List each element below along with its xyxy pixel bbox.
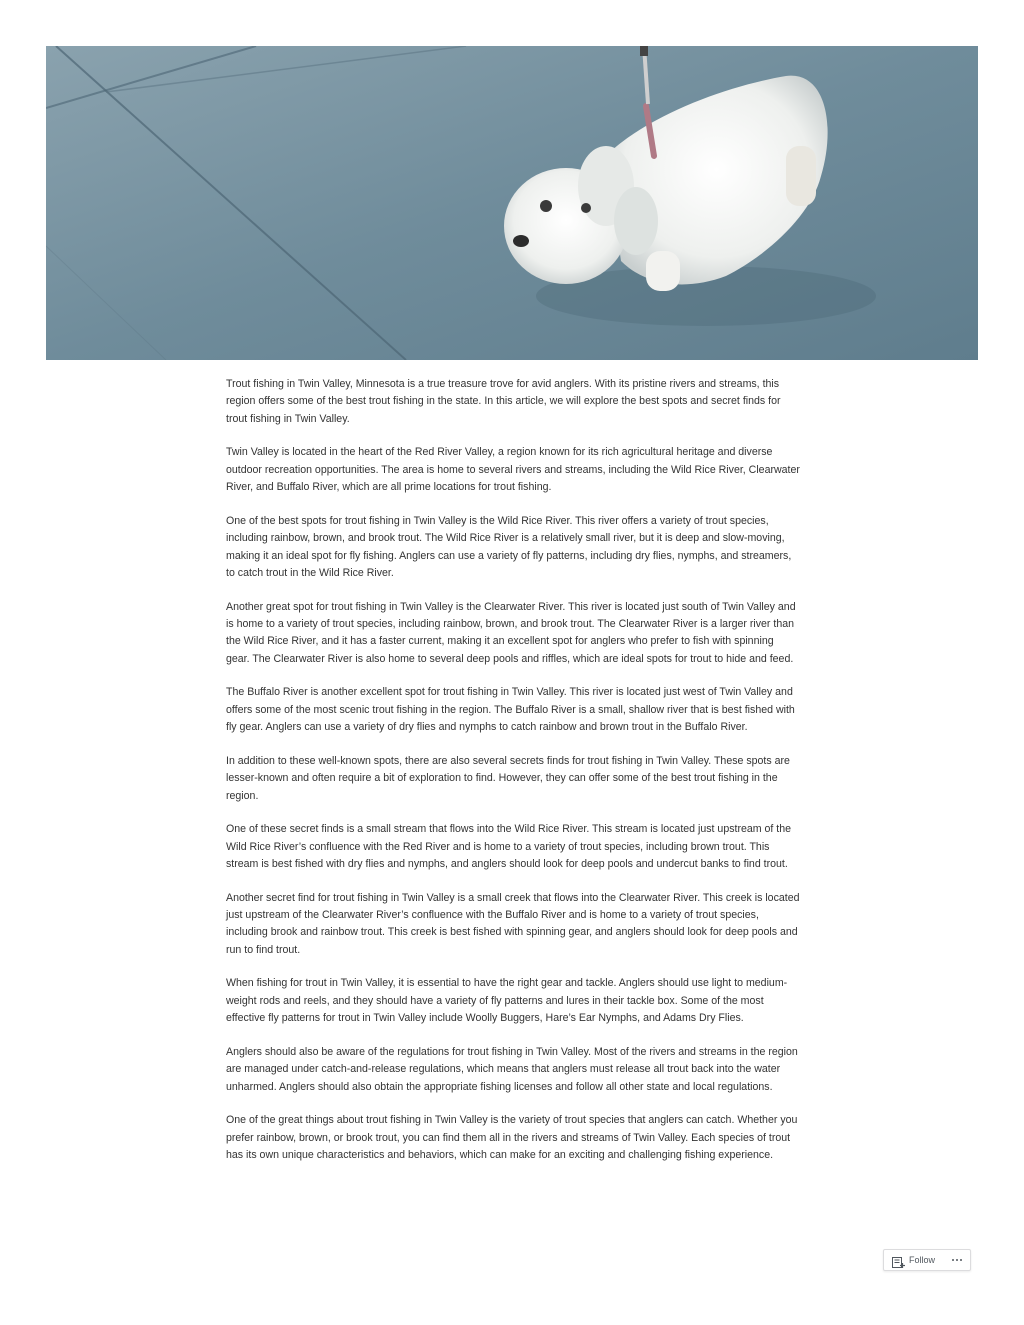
hero-image: [46, 46, 978, 360]
article-body: [226, 376, 800, 1181]
article-paragraph-3: One of the best spots for trout fishing in Twin Valley is the Wild Rice River. This river offers a variety of trout species, including rainbow, brown, and brook trout. The Wild Rice River is a relatively small river, but it is deep and slow-moving, making it an ideal spot for fly fishing. Anglers can use a variety of fly patterns, including dry flies, nymphs, and streamers, to catch trout in the Wild Rice River.: [226, 514, 792, 580]
follow-bar: [883, 1249, 971, 1271]
article-paragraph-6: In addition to these well-known spots, there are also several secrets finds for trout fishing in Twin Valley. These spots are lesser-known and often require a bit of exploration to find. However, they can offer some of the best trout fishing in the region.: [226, 754, 790, 802]
article-paragraph-10: Anglers should also be aware of the regulations for trout fishing in Twin Valley. Most of the rivers and streams in the region are managed under catch-and-release regulations, which means that anglers must release all trout back into the water unharmed. Anglers should also obtain the appropriate fishing licenses and follow all other state and local regulations.: [226, 1045, 798, 1093]
article-paragraph-1: Trout fishing in Twin Valley, Minnesota is a true treasure trove for avid anglers. With its pristine rivers and streams, this region offers some of the best trout fishing in the state. In this article, we will explore the best spots and secret finds for trout fishing in Twin Valley.: [226, 378, 781, 425]
ellipsis-icon: [952, 1259, 962, 1261]
article-paragraph-11: One of the great things about trout fishing in Twin Valley is the variety of trout species that anglers can catch. Whether you prefer rainbow, brown, or brook trout, you can find them all in the rivers and streams of Twin Valley. Each species of trout has its own unique characteristics and behaviors, which can make for an exciting and challenging fishing experience.: [226, 1114, 798, 1162]
article-paragraph-9: When fishing for trout in Twin Valley, it is essential to have the right gear and tackle. Anglers should use light to medium-weight rods and reels, and they should have a variety of fly patterns and lures in their tackle box. Some of the most effective fly patterns for trout in Twin Valley include Woolly Buggers, Hare’s Ear Nymphs, and Adams Dry Flies.: [226, 977, 788, 1025]
article-paragraph-8: Another secret find for trout fishing in Twin Valley is a small creek that flows into the Clearwater River. This creek is located just upstream of the Clearwater River’s confluence with the Buffalo River and is home to a variety of trout species, including brook and rainbow trout. This creek is best fished with spinning gear, and anglers should look for deep pools and run to find trout.: [226, 891, 800, 956]
article-paragraph-7: One of these secret finds is a small stream that flows into the Wild Rice River. This stream is located just upstream of the Wild Rice River’s confluence with the Red River and is home to a variety of trout species, including brown trout. This stream is best fished with dry flies and nymphs, and anglers should look for deep pools and undercut banks to find trout.: [226, 823, 792, 871]
reader-follow-icon: [892, 1255, 905, 1266]
follow-label: Follow: [909, 1255, 936, 1265]
more-actions-button[interactable]: [948, 1250, 970, 1270]
article-paragraph-4: Another great spot for trout fishing in Twin Valley is the Clearwater River. This river is located just south of Twin Valley and is home to a variety of trout species, including rainbow, brown, and brook trout. The Clearwater River is a larger river than the Wild Rice River, and it has a faster current, making it an excellent spot for anglers who prefer to fish with spinning gear. The Clearwater River is also home to several deep pools and riffles, which are ideal spots for trout to hide and feed.: [226, 600, 796, 665]
follow-button[interactable]: [884, 1250, 941, 1270]
article-paragraph-5: The Buffalo River is another excellent spot for trout fishing in Twin Valley. This river is located just west of Twin Valley and offers some of the most scenic trout fishing in the region. The Buffalo River is a small, shallow river that is best fished with fly gear. Anglers can use a variety of dry flies and nymphs to catch rainbow and brown trout in the Buffalo River.: [226, 686, 795, 734]
hero-photo: [46, 46, 978, 360]
article-paragraph-2: Twin Valley is located in the heart of the Red River Valley, a region known for its rich agricultural heritage and diverse outdoor recreation opportunities. The area is home to several rivers and streams, including the Wild Rice River, Clearwater River, and Buffalo River, which are all prime locations for trout fishing.: [226, 446, 800, 494]
